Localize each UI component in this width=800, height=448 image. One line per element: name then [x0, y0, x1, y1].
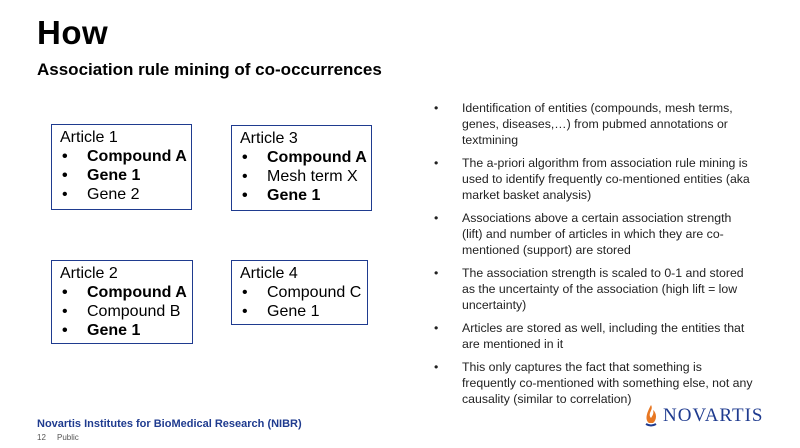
entity-item: • Mesh term X — [240, 167, 371, 186]
entity-item: • Gene 2 — [60, 185, 191, 204]
article-entity-list — [60, 147, 191, 204]
footer-organization: Novartis Institutes for BioMedical Research (NIBR) — [37, 418, 302, 430]
novartis-logo — [643, 404, 763, 428]
article-box-1 — [51, 124, 192, 210]
classification-label: Public — [57, 433, 79, 442]
logo-text: NOVARTIS — [663, 405, 764, 426]
entity-item: • Gene 1 — [240, 186, 371, 205]
explanation-bullet: • This only captures the fact that something is frequently co-mentioned with something else, not any causality (similar to correlation) — [434, 359, 754, 407]
entity-item: • Compound B — [60, 302, 192, 321]
explanation-bullet: • The association strength is scaled to 0-1 and stored as the uncertainty of the association (high lift = low uncertainty) — [434, 265, 754, 313]
article-box-3 — [231, 125, 372, 211]
entity-item: • Gene 1 — [60, 321, 192, 340]
explanation-bullet: • Identification of entities (compounds, mesh terms, genes, diseases,…) from pubmed annotations or textmining — [434, 100, 754, 148]
explanation-list — [434, 100, 754, 407]
slide-title: How — [37, 14, 109, 51]
explanation-panel — [434, 100, 754, 414]
article-heading: Article 1 — [60, 129, 118, 146]
page-number: 12 — [37, 433, 46, 442]
article-heading: Article 4 — [240, 265, 298, 282]
entity-item: • Gene 1 — [60, 166, 191, 185]
article-heading: Article 2 — [60, 265, 118, 282]
entity-item: • Compound A — [240, 148, 371, 167]
article-entity-list — [240, 148, 371, 205]
explanation-bullet: • The a-priori algorithm from association rule mining is used to identify frequently co-mentioned entities (aka market basket analysis) — [434, 155, 754, 203]
entity-item: • Compound C — [240, 283, 367, 302]
slide-subtitle: Association rule mining of co-occurrences — [37, 60, 382, 79]
article-heading: Article 3 — [240, 130, 298, 147]
entity-item: • Compound A — [60, 283, 192, 302]
article-entity-list — [240, 283, 367, 321]
flame-icon — [643, 404, 659, 428]
article-entity-list — [60, 283, 192, 340]
entity-item: • Compound A — [60, 147, 191, 166]
explanation-bullet: • Associations above a certain association strength (lift) and number of articles in which they are co-mentioned (support) are stored — [434, 210, 754, 258]
article-box-4 — [231, 260, 368, 325]
explanation-bullet: • Articles are stored as well, including the entities that are mentioned in it — [434, 320, 754, 352]
entity-item: • Gene 1 — [240, 302, 367, 321]
article-box-2 — [51, 260, 193, 344]
